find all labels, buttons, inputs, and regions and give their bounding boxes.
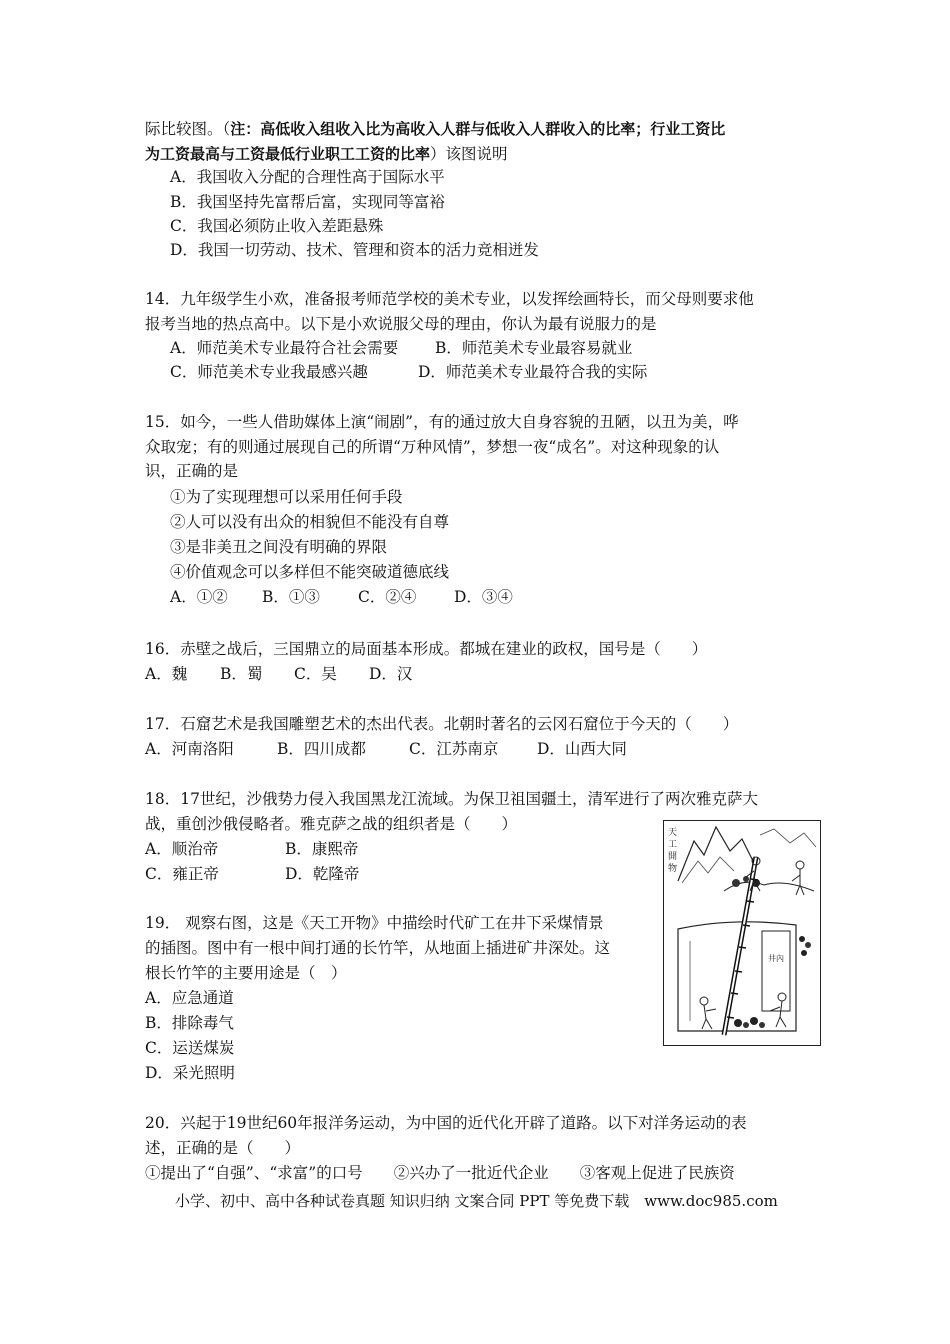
q14-option-d: D．师范美术专业最符合我的实际 (418, 363, 648, 381)
q15-stem-line-2: 众取宠；有的则通过展现自己的所谓“万种风情”，梦想一夜“成名”。对这种现象的认 (145, 438, 720, 456)
q18-option-b: B．康熙帝 (285, 840, 359, 858)
q20-stem-line-1: 20．兴起于19世纪60年报洋务运动，为中国的近代化开辟了道路。以下对洋务运动的表 (145, 1114, 747, 1132)
q13-line-2 (145, 143, 508, 165)
q19-option-a: A．应急通道 (145, 989, 234, 1007)
q14-stem-line-1: 14．九年级学生小欢，准备报考师范学校的美术专业，以发挥绘画特长，而父母则要求他 (145, 290, 754, 308)
q18-option-c: C．雍正帝 (145, 865, 219, 883)
q16-option-d: D．汉 (369, 665, 413, 683)
q17-option-c: C．江苏南京 (409, 740, 499, 758)
figure-caption-char: 物 (668, 864, 678, 874)
q13-line-1 (145, 118, 725, 140)
q19-option-d: D．采光照明 (145, 1064, 235, 1082)
q13-option-b: B．我国坚持先富帮后富，实现同等富裕 (170, 193, 445, 211)
q13-note-bold: 为工资最高与工资最低行业职工工资的比率 (145, 145, 431, 163)
q20-stem-line-2: 述，正确的是（ ） (145, 1139, 301, 1157)
q16-stem: 16．赤壁之战后，三国鼎立的局面基本形成。都城在建业的政权，国号是（ ） (145, 640, 708, 658)
q19-option-c: C．运送煤炭 (145, 1039, 235, 1057)
figure-caption-char: 開 (668, 852, 678, 862)
q18-option-a: A．顺治帝 (145, 840, 219, 858)
q19-option-b: B．排除毒气 (145, 1014, 234, 1032)
coal-mining-illustration (663, 820, 821, 1046)
q14-option-b: B．师范美术专业最容易就业 (435, 339, 633, 357)
q14-stem-line-2: 报考当地的热点高中。以下是小欢说服父母的理由，你认为最有说服力的是 (145, 315, 657, 333)
q16-option-a: A．魏 (145, 665, 188, 683)
figure-caption-char: 工 (668, 840, 678, 850)
q15-item-1: ①为了实现理想可以采用任何手段 (170, 488, 403, 506)
q16-option-c: C．吴 (294, 665, 337, 683)
q14-option-c: C．师范美术专业我最感兴趣 (170, 363, 368, 381)
q18-stem-line-1: 18．17世纪，沙俄势力侵入我国黑龙江流域。为保卫祖国疆土，清军进行了两次雅克萨大 (145, 790, 758, 808)
figure-label-jingnei: 井內 (768, 954, 784, 963)
q14-option-a: A．师范美术专业最符合社会需要 (170, 339, 399, 357)
q17-option-a: A．河南洛阳 (145, 740, 234, 758)
q13-note-bold: 注：高低收入组收入比为高收入人群与低收入人群收入的比率；行业工资比 (230, 120, 726, 138)
q15-item-3: ③是非美丑之间没有明确的界限 (170, 538, 388, 556)
q17-option-d: D．山西大同 (537, 740, 627, 758)
q15-item-4: ④价值观念可以多样但不能突破道德底线 (170, 563, 450, 581)
q15-item-2: ②人可以没有出众的相貌但不能没有自尊 (170, 513, 450, 531)
q15-option-b: B．①③ (262, 588, 320, 606)
q13-option-d: D．我国一切劳动、技术、管理和资本的活力竞相迸发 (170, 241, 539, 259)
figure-caption-char: 天 (668, 828, 678, 838)
q13-option-c: C．我国必须防止收入差距悬殊 (170, 217, 384, 235)
q15-option-d: D．③④ (454, 588, 513, 606)
q18-option-d: D．乾隆帝 (285, 865, 360, 883)
q16-option-b: B．蜀 (220, 665, 263, 683)
q15-option-c: C．②④ (358, 588, 417, 606)
q17-stem: 17．石窟艺术是我国雕塑艺术的杰出代表。北朝时著名的云冈石窟位于今天的（ ） (145, 715, 739, 733)
q13-text: ）该图说明 (430, 145, 508, 163)
q19-stem-line-1: 19． 观察右图，这是《天工开物》中描绘时代矿工在井下采煤情景 (145, 914, 604, 932)
q19-stem-line-3: 根长竹竿的主要用途是（ ） (145, 964, 347, 982)
q15-stem-line-1: 15．如今，一些人借助媒体上演“闹剧”，有的通过放大自身容貌的丑陋，以丑为美，哗 (145, 413, 739, 431)
q17-option-b: B．四川成都 (277, 740, 366, 758)
q18-stem-line-2: 战，重创沙俄侵略者。雅克萨之战的组织者是（ ） (145, 815, 518, 833)
q13-option-a: A．我国收入分配的合理性高于国际水平 (170, 168, 445, 186)
q13-text: 际比较图。（ (145, 120, 231, 138)
q19-stem-line-2: 的插图。图中有一根中间打通的长竹竿，从地面上插进矿井深处。这 (145, 939, 611, 957)
q15-option-a: A．①② (170, 588, 228, 606)
q15-stem-line-3: 识，正确的是 (145, 462, 239, 480)
page-footer: 小学、初中、高中各种试卷真题 知识归纳 文案合同 PPT 等免费下载 www.doc985.com (175, 1192, 778, 1210)
q20-stem-line-3: ①提出了“自强”、“求富”的口号 ②兴办了一批近代企业 ③客观上促进了民族资 (145, 1164, 735, 1182)
mining-woodcut-drawing (664, 821, 820, 1045)
